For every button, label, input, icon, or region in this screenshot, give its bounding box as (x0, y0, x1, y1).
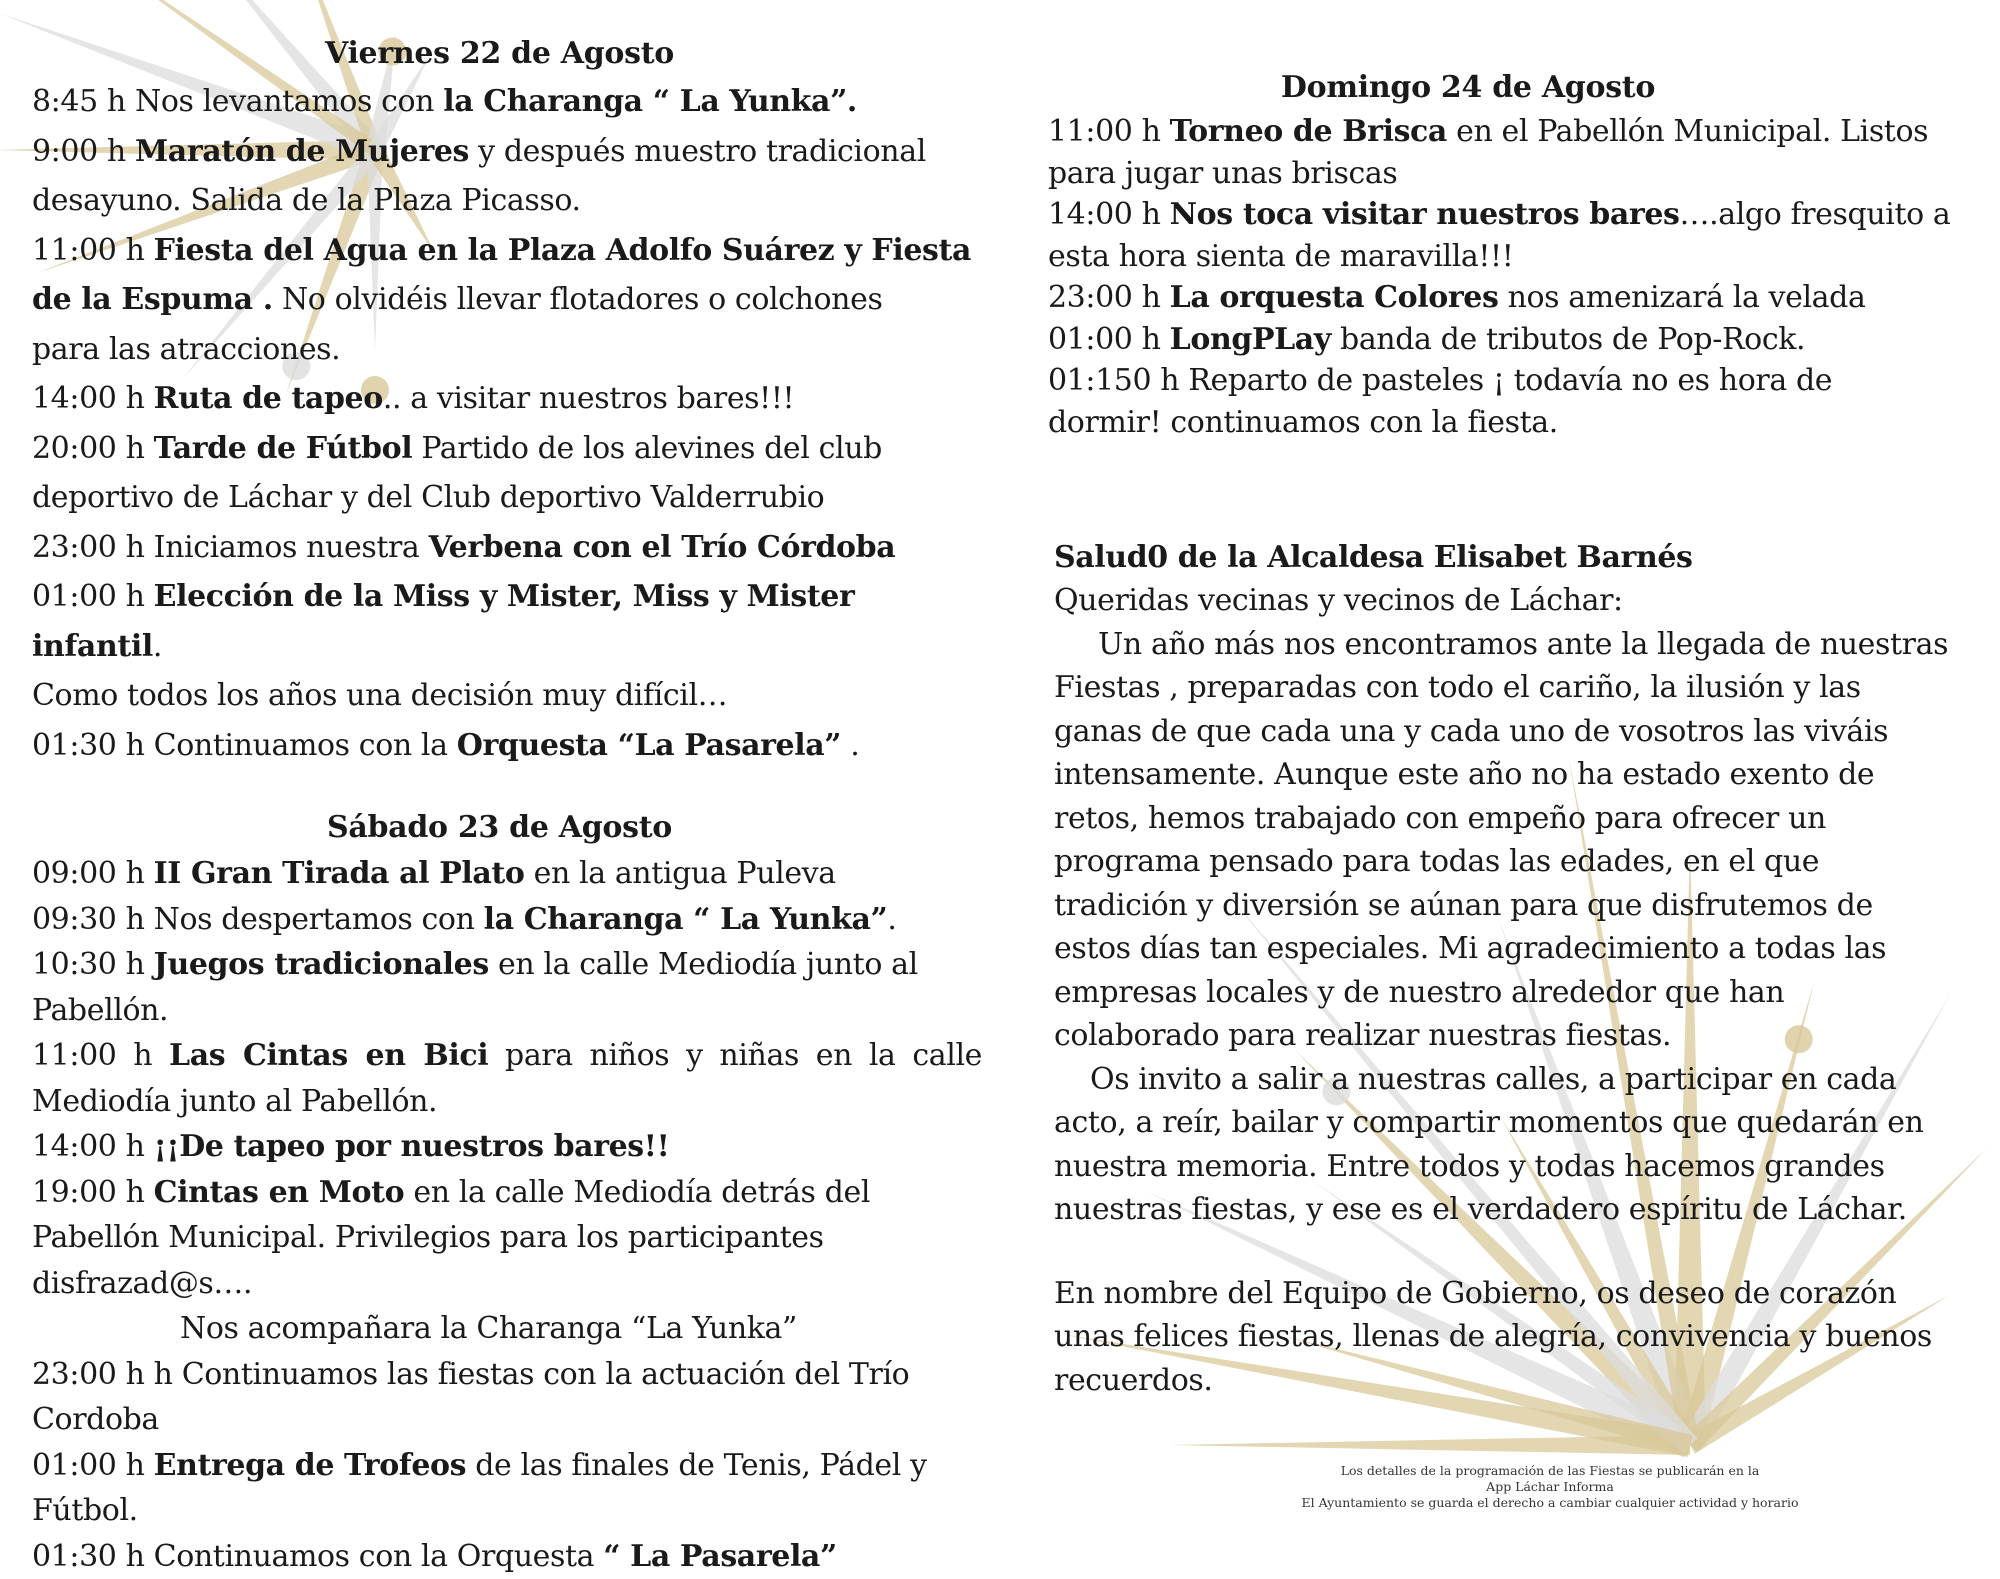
schedule-line (32, 374, 982, 424)
event-text: . (153, 629, 162, 664)
schedule-line (1048, 194, 1968, 236)
schedule-line (1048, 153, 1968, 195)
event-text: nos amenizará la velada (1498, 280, 1865, 315)
event-highlight: Torneo de Brisca (1170, 114, 1447, 149)
event-text: Cordoba (32, 1402, 159, 1437)
event-text: Continuamos con la (154, 728, 457, 763)
event-text: en el Pabellón Municipal. Listos (1447, 114, 1928, 149)
event-text: deportivo de Láchar y del Club deportivo Valderrubio (32, 480, 824, 515)
schedule-line (32, 1215, 982, 1261)
event-time: 14:00 h (32, 1129, 154, 1164)
schedule-line (32, 77, 982, 127)
event-text: de las finales de Tenis, Pádel y (466, 1448, 927, 1483)
letter-greeting: Queridas vecinas y vecinos de Láchar: (1054, 579, 1954, 623)
schedule-line (32, 1261, 982, 1307)
schedule-line (1048, 277, 1968, 319)
event-text: h Continuamos las fiestas con la actuación del Trío (154, 1357, 910, 1392)
schedule-line (32, 1124, 982, 1170)
schedule-line (32, 1534, 982, 1579)
schedule-line (32, 226, 982, 276)
event-text: Mediodía junto al Pabellón. (32, 1084, 437, 1119)
event-highlight: Cintas en Moto (154, 1175, 405, 1210)
schedule-line (32, 671, 982, 721)
event-text: No olvidéis llevar flotadores o colchones (273, 282, 883, 317)
event-text: Nos despertamos con (154, 902, 484, 937)
schedule-line (32, 1352, 982, 1398)
schedule-line (32, 721, 982, 771)
schedule-line (32, 851, 982, 897)
event-highlight: Tarde de Fútbol (154, 431, 413, 466)
schedule-line (32, 275, 982, 325)
event-time: 9:00 h (32, 134, 135, 169)
friday-title: Viernes 22 de Agosto (32, 36, 967, 71)
event-highlight: Verbena con el Trío Córdoba (429, 530, 896, 565)
schedule-line (32, 325, 982, 375)
event-text: desayuno. Salida de la Plaza Picasso. (32, 183, 581, 218)
event-text: para niños y niñas en la calle (488, 1038, 982, 1073)
event-highlight: de la Espuma . (32, 282, 273, 317)
event-text: Pabellón Municipal. Privilegios para los participantes (32, 1220, 824, 1255)
event-highlight: ¡¡De tapeo por nuestros bares!! (154, 1129, 670, 1164)
mayor-letter (1054, 540, 1954, 1402)
event-text: en la calle Mediodía junto al (489, 947, 918, 982)
event-text: y después muestro tradicional (469, 134, 926, 169)
event-text: Partido de los alevines del club (412, 431, 882, 466)
schedule-line (32, 1443, 982, 1489)
schedule-line (32, 897, 982, 943)
event-time: 09:00 h (32, 856, 154, 891)
schedule-line (32, 1488, 982, 1534)
event-time: 01:150 h (1048, 363, 1188, 398)
event-text: para las atracciones. (32, 332, 340, 367)
schedule-line (32, 1170, 982, 1216)
left-column (32, 36, 982, 1579)
footer-line: El Ayuntamiento se guarda el derecho a cambiar cualquier actividad y horario (1150, 1495, 1950, 1511)
footer-note (1150, 1463, 1950, 1511)
event-text: para jugar unas briscas (1048, 156, 1397, 191)
schedule-line (32, 942, 982, 988)
event-highlight: II Gran Tirada al Plato (154, 856, 525, 891)
event-text: Pabellón. (32, 993, 168, 1028)
sunday-title: Domingo 24 de Agosto (1048, 70, 1888, 105)
sunday-schedule (1048, 70, 1968, 443)
event-text: . (841, 728, 859, 763)
event-highlight: la Charanga “ La Yunka” (484, 902, 888, 937)
event-time: 23:00 h (32, 1357, 154, 1392)
event-time: 8:45 h (32, 84, 135, 119)
event-text: banda de tributos de Pop-Rock. (1331, 322, 1805, 357)
event-time: 20:00 h (32, 431, 154, 466)
schedule-line (1048, 319, 1968, 361)
event-text: esta hora sienta de maravilla!!! (1048, 239, 1513, 274)
schedule-line (32, 127, 982, 177)
letter-closing: En nombre del Equipo de Gobierno, os deseo de corazón unas felices fiestas, llenas de alegría, convivencia y buenos recuerdos. (1054, 1272, 1954, 1403)
schedule-line (32, 473, 982, 523)
event-highlight: Elección de la Miss y Mister, Miss y Mister infantil (32, 579, 854, 664)
footer-line: App Láchar Informa (1150, 1479, 1950, 1495)
event-highlight: Fiesta del Agua en la Plaza Adolfo Suárez y Fiesta (154, 233, 971, 268)
event-time: 01:30 h (32, 1539, 154, 1574)
schedule-line (32, 988, 982, 1034)
event-highlight: LongPLay (1170, 322, 1331, 357)
letter-title: Salud0 de la Alcaldesa Elisabet Barnés (1054, 540, 1954, 575)
event-time: 11:00 h (32, 233, 154, 268)
schedule-line (32, 572, 982, 671)
event-time: 01:00 h (1048, 322, 1170, 357)
event-text: Fútbol. (32, 1493, 138, 1528)
event-time: 01:00 h (32, 1448, 154, 1483)
event-highlight: Juegos tradicionales (154, 947, 489, 982)
schedule-line (32, 424, 982, 474)
event-text: en la antigua Puleva (524, 856, 835, 891)
event-highlight: “ La Pasarela” (603, 1539, 837, 1574)
event-time: 10:30 h (32, 947, 154, 982)
event-highlight: La orquesta Colores (1170, 280, 1499, 315)
event-highlight: Maratón de Mujeres (135, 134, 469, 169)
letter-paragraph: Os invito a salir a nuestras calles, a participar en cada acto, a reír, bailar y compartir momentos que quedarán en nuestra memoria. Entre todos y todas hacemos grandes nuestras fiestas, y ese es el verdadero espíritu de Láchar. (1054, 1058, 1954, 1232)
schedule-line (1048, 402, 1968, 444)
event-time: 14:00 h (32, 381, 154, 416)
event-text: disfrazad@s…. (32, 1266, 252, 1301)
schedule-line (32, 1079, 982, 1125)
schedule-line (1048, 360, 1968, 402)
event-time: 23:00 h (1048, 280, 1170, 315)
event-time: 01:30 h (32, 728, 154, 763)
event-text: dormir! continuamos con la fiesta. (1048, 405, 1558, 440)
event-text: Reparto de pasteles ¡ todavía no es hora de (1188, 363, 1832, 398)
event-highlight: Las Cintas en Bici (169, 1038, 488, 1073)
schedule-line (32, 1306, 982, 1352)
saturday-title: Sábado 23 de Agosto (32, 810, 967, 845)
event-time: 19:00 h (32, 1175, 154, 1210)
event-highlight: Nos toca visitar nuestros bares (1170, 197, 1680, 232)
event-highlight: Ruta de tapeo (154, 381, 383, 416)
schedule-line (32, 1397, 982, 1443)
schedule-line (1048, 236, 1968, 278)
event-text: Nos levantamos con (135, 84, 443, 119)
event-text: Continuamos con la Orquesta (154, 1539, 604, 1574)
schedule-line (32, 176, 982, 226)
event-time: 09:30 h (32, 902, 154, 937)
friday-schedule (32, 36, 982, 770)
event-text: en la calle Mediodía detrás del (404, 1175, 870, 1210)
schedule-line (1048, 111, 1968, 153)
event-time: 14:00 h (1048, 197, 1170, 232)
schedule-line (32, 523, 982, 573)
saturday-schedule (32, 810, 982, 1579)
event-highlight: la Charanga “ La Yunka”. (443, 84, 857, 119)
event-time: 11:00 h (1048, 114, 1170, 149)
event-time: 11:00 h (32, 1038, 169, 1073)
event-text: Nos acompañara la Charanga “La Yunka” (180, 1311, 797, 1346)
event-time: 01:00 h (32, 579, 154, 614)
event-highlight: Entrega de Trofeos (154, 1448, 466, 1483)
letter-paragraph: Un año más nos encontramos ante la llegada de nuestras Fiestas , preparadas con todo el cariño, la ilusión y las ganas de que cada una y cada uno de vosotros las viváis intensamente. Aunque este año no ha estado exento de retos, hemos trabajado con empeño para ofrecer un programa pensado para todas las edades, en el que tradición y diversión se aúnan para que disfrutemos de estos días tan especiales. Mi agradecimiento a todas las empresas locales y de nuestro alrededor que han colaborado para realizar nuestras fiestas. (1054, 623, 1954, 1058)
event-text: Iniciamos nuestra (154, 530, 429, 565)
event-highlight: Orquesta “La Pasarela” (457, 728, 841, 763)
event-text: . (887, 902, 896, 937)
schedule-line (32, 1033, 982, 1079)
event-time: 23:00 h (32, 530, 154, 565)
event-text: Como todos los años una decisión muy difícil… (32, 678, 727, 713)
event-text: ….algo fresquito a (1680, 197, 1951, 232)
footer-line: Los detalles de la programación de las Fiestas se publicarán en la (1150, 1463, 1950, 1479)
event-text: .. a visitar nuestros bares!!! (383, 381, 794, 416)
